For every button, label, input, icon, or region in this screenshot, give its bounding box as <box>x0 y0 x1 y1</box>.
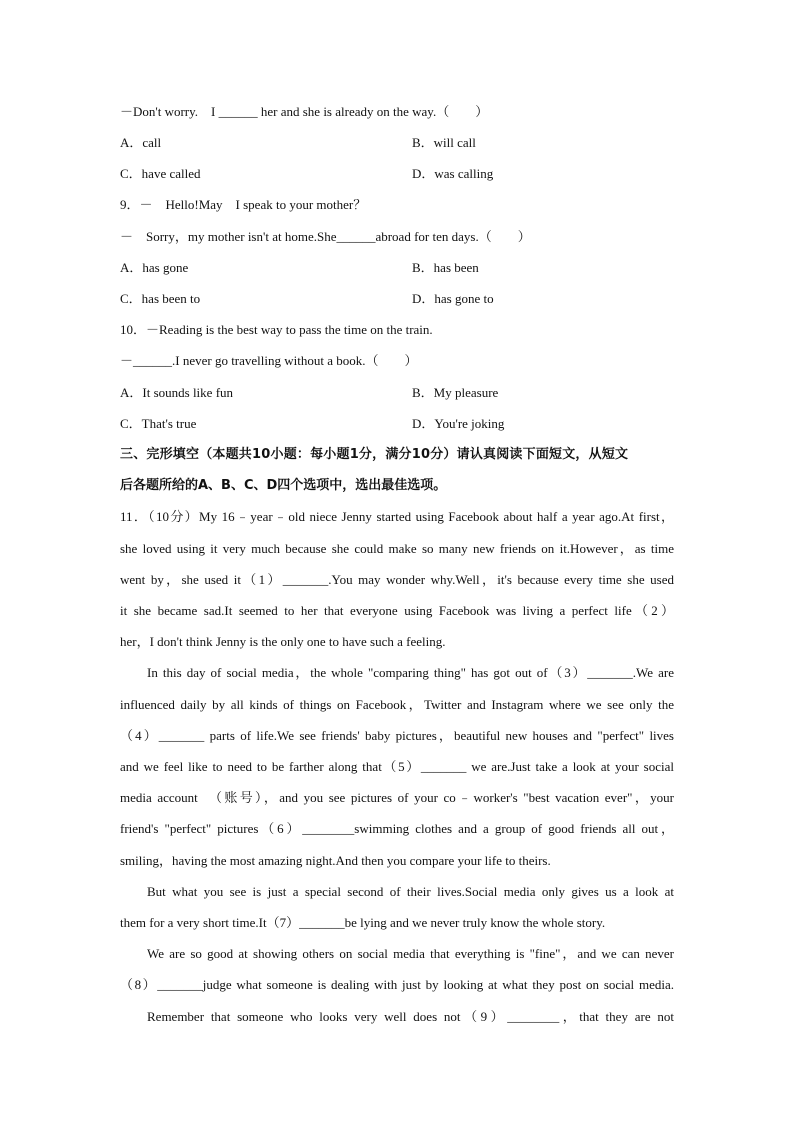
passage-line-14: them for a very short time.It（7）_______be lying and we never truly know the whole story. <box>120 915 606 930</box>
q8-option-c: C．have called <box>120 166 201 181</box>
q10-option-d: D．You're joking <box>412 416 505 431</box>
q10-option-a: A．It sounds like fun <box>120 385 234 400</box>
q10-stem-line1: 10．－Reading is the best way to pass the time on the train. <box>120 322 433 337</box>
q9-option-a: A．has gone <box>120 260 189 275</box>
q8-option-a: A．call <box>120 135 162 150</box>
q9-option-d: D．has gone to <box>412 291 494 306</box>
passage-line-13: But what you see is just a special second of their lives.Social media only gives us a look at <box>147 884 674 899</box>
passage-line-8: （4）_______ parts of life.We see friends' baby pictures，beautiful new houses and "perfect" lives <box>120 728 674 743</box>
passage-line-11: friend's "perfect" pictures（6）________swimming clothes and a group of good friends all out， <box>120 821 674 836</box>
q9-option-b: B．has been <box>412 260 479 275</box>
passage-line-17: Remember that someone who looks very well does not（9）________，that they are not <box>147 1009 674 1024</box>
passage-line-16: （8）_______judge what someone is dealing with just by looking at what they post on social media. <box>120 977 674 992</box>
passage-line-9: and we feel like to need to be farther along that（5）_______ we are.Just take a look at your social <box>120 759 674 774</box>
passage-line-12: smiling，having the most amazing night.And then you compare your life to theirs. <box>120 853 551 868</box>
q9-option-c: C．has been to <box>120 291 201 306</box>
section-heading-line2: 后各题所给的A、B、C、D四个选项中，选出最佳选项。 <box>120 478 447 493</box>
passage-line-5: her，I don't think Jenny is the only one to have such a feeling. <box>120 634 446 649</box>
passage-line-6: In this day of social media，the whole "comparing thing" has got out of（3）_______.We are <box>147 665 674 680</box>
section-heading-line1: 三、完形填空（本题共10小题：每小题1分，满分10分）请认真阅读下面短文，从短文 <box>120 447 629 462</box>
passage-line-7: influenced daily by all kinds of things on Facebook，Twitter and Instagram where we see only the <box>120 697 674 712</box>
passage-line-4: it she became sad.It seemed to her that everyone using Facebook was living a perfect life（2） <box>120 603 674 618</box>
q8-option-d: D．was calling <box>412 166 494 181</box>
q8-option-b: B．will call <box>412 135 476 150</box>
passage-line-10: media account （账号），and you see pictures of your co﹣worker's "best vacation ever"，your <box>120 790 674 805</box>
passage-line-3: went by，she used it（1）_______.You may wonder why.Well，it's because every time she used <box>120 572 674 587</box>
q9-stem-line1: 9．－ Hello!May I speak to your mother？ <box>120 197 367 212</box>
passage-line-2: she loved using it very much because she could make so many new friends on it.However，as time <box>120 541 674 556</box>
q10-option-c: C．That's true <box>120 416 197 431</box>
passage-line-1: 11．（10分）My 16﹣year﹣old niece Jenny started using Facebook about half a year ago.At first， <box>120 509 674 524</box>
q9-stem-line2: － Sorry，my mother isn't at home.She______abroad for ten days.（ ） <box>120 229 531 244</box>
q10-stem-line2: －______.I never go travelling without a book.（ ） <box>120 353 418 368</box>
passage-line-15: We are so good at showing others on social media that everything is "fine"，and we can never <box>147 946 674 961</box>
q8-stem: －Don't worry. I ______ her and she is already on the way.（ ） <box>120 104 489 119</box>
q10-option-b: B．My pleasure <box>412 385 499 400</box>
